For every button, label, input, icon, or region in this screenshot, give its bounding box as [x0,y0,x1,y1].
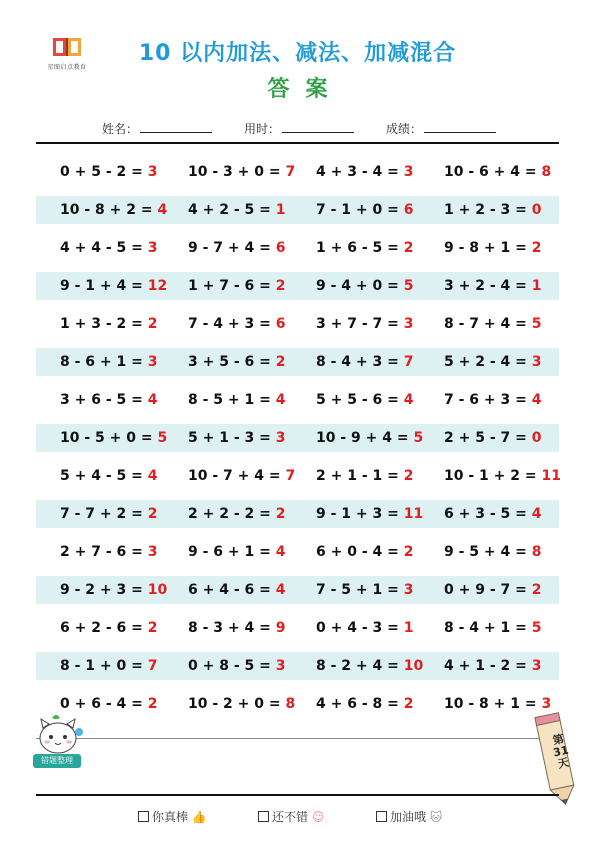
problem-item [60,234,158,262]
praise-option-2[interactable] [258,808,324,825]
problem-answer: 5 [157,430,168,446]
problem-question: 10 - 2 + 0 = [188,696,286,712]
problem-answer: 4 [147,392,158,408]
problem-item [188,462,295,490]
problem-item [188,272,286,300]
problem-item [60,310,158,338]
problem-answer: 11 [541,468,561,484]
problem-item [444,424,542,452]
problem-answer: 2 [275,278,286,294]
cat-cheer-icon: 🐱 [429,810,443,824]
problem-question: 0 + 5 - 2 = [60,164,148,180]
problem-answer: 10 [147,582,168,598]
problem-answer: 2 [531,582,542,598]
problem-question: 9 - 1 + 3 = [316,506,404,522]
problem-row [36,386,559,414]
problem-question: 2 + 2 - 2 = [188,506,276,522]
problem-item [316,652,423,680]
problem-answer: 4 [403,392,414,408]
problem-question: 9 - 2 + 3 = [60,582,148,598]
problem-answer: 4 [275,392,286,408]
problem-question: 9 - 6 + 1 = [188,544,276,560]
problem-row [36,348,559,376]
problem-answer: 4 [157,202,168,218]
problem-question: 6 + 3 - 5 = [444,506,532,522]
problem-answer: 3 [147,164,158,180]
problem-item [444,576,542,604]
problem-row [36,158,559,186]
problem-answer: 4 [531,506,542,522]
problem-question: 6 + 4 - 6 = [188,582,276,598]
problem-question: 8 - 7 + 4 = [444,316,532,332]
problem-answer: 11 [403,506,424,522]
problem-item [188,196,286,224]
problem-item [444,462,561,490]
problem-item [316,500,423,528]
problem-grid [36,158,559,728]
problem-item [316,196,414,224]
problem-answer: 6 [403,202,414,218]
problem-item [444,158,551,186]
problem-item [444,500,542,528]
problem-item [444,652,542,680]
problem-question: 7 - 5 + 1 = [316,582,404,598]
problem-answer: 2 [147,696,158,712]
praise-label: 还不错 [272,810,309,824]
problem-answer: 2 [147,316,158,332]
problem-question: 8 - 5 + 1 = [188,392,276,408]
time-label: 用时： [244,122,281,136]
problem-answer: 0 [531,430,542,446]
problem-question: 4 + 2 - 5 = [188,202,276,218]
problem-answer: 3 [275,658,286,674]
problem-question: 5 + 5 - 6 = [316,392,404,408]
problem-question: 0 + 8 - 5 = [188,658,276,674]
problem-answer: 3 [147,544,158,560]
problem-answer: 4 [275,582,286,598]
problem-item [316,234,414,262]
problem-answer: 2 [275,506,286,522]
problem-item [60,538,158,566]
problem-item [444,234,542,262]
problem-question: 5 + 1 - 3 = [188,430,276,446]
time-field[interactable] [244,120,280,137]
day-label: 第31天 [551,732,571,771]
problem-question: 1 + 2 - 3 = [444,202,532,218]
problem-answer: 7 [285,164,296,180]
problem-item [60,158,158,186]
problem-question: 9 - 8 + 1 = [444,240,532,256]
problem-item [444,386,542,414]
problem-item [444,310,542,338]
problem-answer: 3 [403,582,414,598]
problem-item [316,538,414,566]
problem-question: 4 + 4 - 5 = [60,240,148,256]
checkbox-icon[interactable] [258,811,269,822]
problem-question: 7 - 7 + 2 = [60,506,148,522]
problem-item [60,500,158,528]
problem-answer: 6 [275,316,286,332]
problem-item [444,614,542,642]
problem-answer: 2 [403,696,414,712]
problem-question: 0 + 9 - 7 = [444,582,532,598]
problem-answer: 3 [147,354,158,370]
praise-option-1[interactable] [138,808,207,825]
problem-question: 9 - 5 + 4 = [444,544,532,560]
problem-answer: 8 [541,164,552,180]
problem-answer: 2 [403,468,414,484]
problem-question: 8 - 6 + 1 = [60,354,148,370]
problem-answer: 2 [403,240,414,256]
problem-answer: 5 [413,430,424,446]
problem-question: 8 - 3 + 4 = [188,620,276,636]
problem-item [316,424,423,452]
praise-label: 你真棒 [152,810,189,824]
problem-answer: 7 [285,468,296,484]
problem-item [188,310,286,338]
problem-item [188,348,286,376]
problem-item [316,386,414,414]
problem-question: 8 - 4 + 3 = [316,354,404,370]
divider-bottom [36,794,559,796]
problem-question: 8 - 4 + 1 = [444,620,532,636]
smile-icon: ☺ [311,810,325,824]
problem-answer: 4 [275,544,286,560]
problem-row [36,614,559,642]
problem-item [188,500,286,528]
problem-item [60,386,158,414]
problem-question: 2 + 5 - 7 = [444,430,532,446]
page-title: 10 以内加法、减法、加减混合 [138,41,457,66]
praise-option-3[interactable] [376,808,442,825]
problem-answer: 9 [275,620,286,636]
score-field[interactable] [386,120,422,137]
problem-item [188,234,286,262]
problem-answer: 2 [147,506,158,522]
problem-item [316,462,414,490]
problem-question: 8 - 1 + 0 = [60,658,148,674]
problem-answer: 3 [531,658,542,674]
problem-answer: 5 [531,316,542,332]
problem-answer: 1 [275,202,286,218]
problem-row [36,652,559,680]
checkbox-icon[interactable] [138,811,149,822]
problem-answer: 2 [147,620,158,636]
problem-item [188,690,295,718]
problem-question: 10 - 1 + 2 = [444,468,542,484]
problem-question: 0 + 4 - 3 = [316,620,404,636]
problem-answer: 2 [275,354,286,370]
problem-question: 1 + 6 - 5 = [316,240,404,256]
problem-question: 7 - 6 + 3 = [444,392,532,408]
problem-item [188,386,286,414]
problem-answer: 10 [403,658,424,674]
problem-answer: 3 [541,696,552,712]
problem-answer: 3 [403,316,414,332]
problem-question: 3 + 7 - 7 = [316,316,404,332]
problem-item [188,614,286,642]
problem-row [36,272,559,300]
mistake-area[interactable] [36,738,559,791]
problem-item [188,576,286,604]
problem-question: 6 + 0 - 4 = [316,544,404,560]
problem-row [36,576,559,604]
problem-item [188,538,286,566]
thumbs-up-icon: 👍 [191,810,207,824]
problem-question: 2 + 1 - 1 = [316,468,404,484]
divider-top [36,142,559,144]
problem-answer: 8 [285,696,296,712]
problem-answer: 1 [403,620,414,636]
problem-question: 4 + 3 - 4 = [316,164,404,180]
problem-row [36,424,559,452]
problem-question: 3 + 2 - 4 = [444,278,532,294]
problem-item [60,576,167,604]
problem-item [444,538,542,566]
problem-question: 7 - 1 + 0 = [316,202,404,218]
name-label: 姓名： [102,122,139,136]
problem-row [36,310,559,338]
problem-answer: 7 [403,354,414,370]
answer-subtitle: 答案 [267,77,344,102]
problem-item [316,576,414,604]
problem-item [60,348,158,376]
problem-question: 7 - 4 + 3 = [188,316,276,332]
problem-answer: 3 [531,354,542,370]
problem-item [60,424,167,452]
problem-question: 8 - 2 + 4 = [316,658,404,674]
problem-question: 5 + 2 - 4 = [444,354,532,370]
problem-question: 10 - 7 + 4 = [188,468,286,484]
problem-question: 0 + 6 - 4 = [60,696,148,712]
score-label: 成绩： [386,122,423,136]
problem-item [316,348,414,376]
problem-answer: 8 [531,544,542,560]
problem-row [36,234,559,262]
problem-item [60,652,158,680]
problem-item [60,196,167,224]
problem-answer: 2 [531,240,542,256]
checkbox-icon[interactable] [376,811,387,822]
problem-answer: 6 [275,240,286,256]
problem-answer: 3 [403,164,414,180]
problem-answer: 3 [275,430,286,446]
problem-question: 2 + 7 - 6 = [60,544,148,560]
problem-item [444,272,542,300]
problem-item [316,158,414,186]
problem-question: 6 + 2 - 6 = [60,620,148,636]
problem-answer: 5 [403,278,414,294]
problem-question: 1 + 7 - 6 = [188,278,276,294]
problem-question: 1 + 3 - 2 = [60,316,148,332]
problem-answer: 12 [147,278,168,294]
problem-question: 5 + 4 - 5 = [60,468,148,484]
problem-item [316,690,414,718]
problem-question: 4 + 6 - 8 = [316,696,404,712]
problem-item [60,614,158,642]
problem-answer: 7 [147,658,158,674]
problem-item [316,614,414,642]
problem-row [36,196,559,224]
problem-answer: 4 [531,392,542,408]
problem-item [444,196,542,224]
problem-item [316,310,414,338]
problem-question: 10 - 3 + 0 = [188,164,286,180]
problem-item [444,348,542,376]
problem-item [60,462,158,490]
problem-row [36,690,559,718]
problem-question: 9 - 7 + 4 = [188,240,276,256]
problem-question: 10 - 5 + 0 = [60,430,158,446]
problem-item [188,158,295,186]
problem-item [60,272,167,300]
problem-question: 10 - 8 + 1 = [444,696,542,712]
praise-label: 加油哦 [390,810,427,824]
problem-question: 10 - 9 + 4 = [316,430,414,446]
problem-answer: 5 [531,620,542,636]
problem-answer: 1 [531,278,542,294]
problem-question: 3 + 6 - 5 = [60,392,148,408]
problem-item [188,652,286,680]
logo-text: 星图启点教育 [47,64,87,71]
problem-answer: 3 [147,240,158,256]
problem-question: 3 + 5 - 6 = [188,354,276,370]
problem-item [188,424,286,452]
problem-question: 9 - 1 + 4 = [60,278,148,294]
name-field[interactable] [102,120,138,137]
mistake-label: 错题整理 [33,754,81,768]
problem-answer: 2 [403,544,414,560]
problem-question: 10 - 8 + 2 = [60,202,158,218]
problem-answer: 0 [531,202,542,218]
problem-question: 10 - 6 + 4 = [444,164,542,180]
problem-row [36,538,559,566]
problem-item [316,272,414,300]
problem-answer: 4 [147,468,158,484]
problem-row [36,500,559,528]
problem-question: 9 - 4 + 0 = [316,278,404,294]
problem-question: 4 + 1 - 2 = [444,658,532,674]
problem-row [36,462,559,490]
